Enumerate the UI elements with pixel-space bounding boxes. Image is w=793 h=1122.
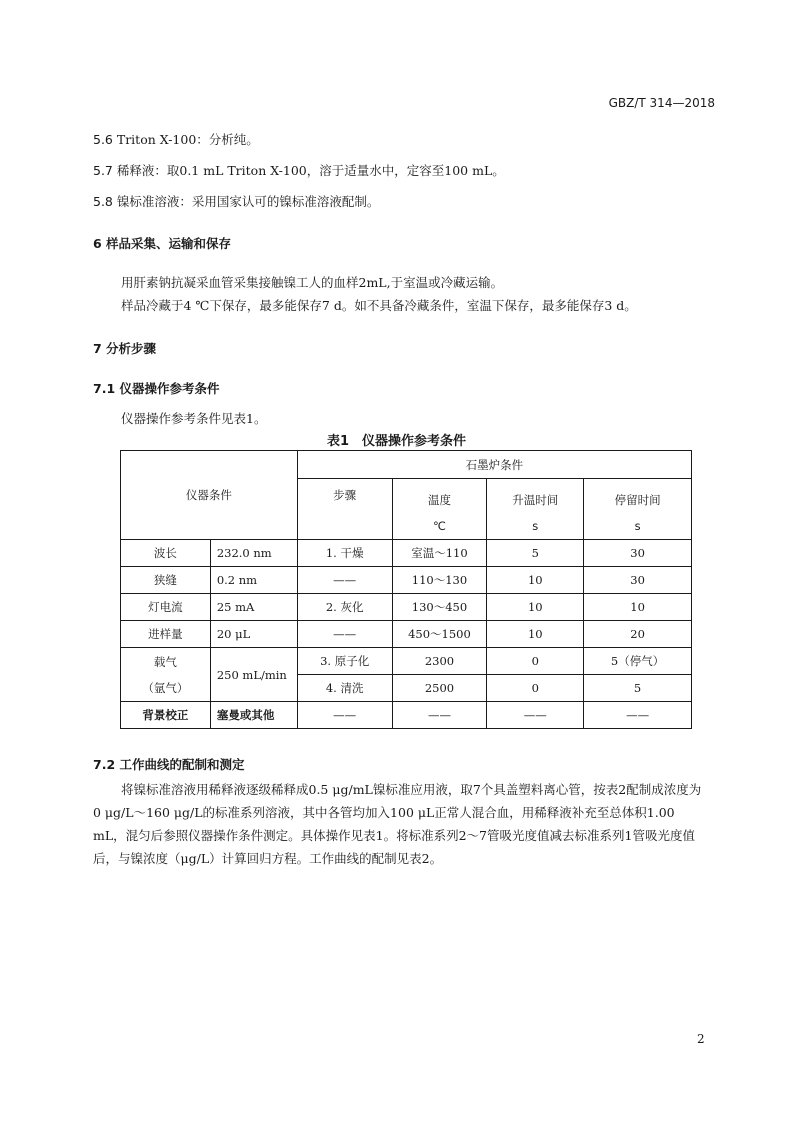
header-temp-label: 温度 — [427, 493, 451, 507]
carrier-label: 载气 — [153, 654, 177, 669]
section-6-heading: 6 样品采集、运输和保存 — [93, 236, 232, 251]
item-text: Triton X-100：分析纯。 — [112, 132, 259, 147]
item-5-7 — [93, 161, 505, 179]
cell-temp: —— — [392, 702, 487, 729]
cell-step: 4. 清洗 — [297, 675, 392, 702]
cell-param: 灯电流 — [121, 594, 211, 621]
cell-hold: —— — [584, 702, 692, 729]
header-ramp-label: 升温时间 — [512, 493, 559, 507]
section-7-1-heading: 7.1 仪器操作参考条件 — [93, 381, 220, 396]
table-row — [121, 648, 692, 675]
item-number: 5.8 — [93, 194, 113, 209]
cell-temp: 130～450 — [392, 594, 487, 621]
cell-ramp: —— — [487, 702, 584, 729]
header-instrument: 仪器条件 — [121, 451, 298, 540]
cell-ramp: 10 — [487, 567, 584, 594]
cell-step: 1. 干燥 — [297, 540, 392, 567]
carrier-label-sub: （氩气） — [142, 680, 189, 695]
cell-hold: 30 — [584, 567, 692, 594]
cell-temp: 450～1500 — [392, 621, 487, 648]
cell-param: 背景校正 — [121, 702, 211, 729]
instrument-conditions-table — [120, 450, 692, 729]
cell-hold: 5 — [584, 675, 692, 702]
cell-param: 进样量 — [121, 621, 211, 648]
header-temp — [392, 479, 487, 540]
cell-step: —— — [297, 702, 392, 729]
header-furnace: 石墨炉条件 — [297, 451, 691, 479]
header-ramp-unit: s — [532, 519, 539, 533]
cell-hold: 5（停气） — [584, 648, 692, 675]
standard-code: GBZ/T 314—2018 — [608, 96, 715, 110]
cell-param: 狭缝 — [121, 567, 211, 594]
cell-ramp: 5 — [487, 540, 584, 567]
cell-ramp: 0 — [487, 675, 584, 702]
table-row — [121, 702, 692, 729]
section-7-2-heading: 7.2 工作曲线的配制和测定 — [93, 757, 245, 772]
table-row — [121, 621, 692, 648]
cell-step: —— — [297, 567, 392, 594]
page-number: 2 — [697, 1032, 705, 1046]
cell-param-carrier — [121, 648, 211, 702]
header-temp-unit: ℃ — [433, 519, 446, 533]
cell-temp: 2500 — [392, 675, 487, 702]
cell-value: 232.0 nm — [210, 540, 297, 567]
table-row — [121, 540, 692, 567]
item-5-8 — [93, 192, 379, 210]
header-step: 步骤 — [297, 479, 392, 540]
cell-temp: 2300 — [392, 648, 487, 675]
cell-step: 2. 灰化 — [297, 594, 392, 621]
cell-value: 塞曼或其他 — [210, 702, 297, 729]
cell-value: 250 mL/min — [210, 648, 297, 702]
header-hold-label: 停留时间 — [614, 493, 661, 507]
section-7-2-text: 将镍标准溶液用稀释液逐级稀释成0.5 μg/mL镍标准应用液，取7个具盖塑料离心管，按表2配制成浓度为0 μg/L～160 μg/L的标准系列溶液，其中各管均加入100 μL正常人混合血，用稀释液补充至总体积1.00 mL，混匀后参照仪器操作条件测定。具体操作见表1。将标准系列2～7管吸光度值减去标准系列1管吸光度值后，与镍浓度（μg/L）计算回归方程。工作曲线的配制见表2。 — [93, 782, 702, 866]
cell-value: 20 μL — [210, 621, 297, 648]
section-6-para-1: 用肝素钠抗凝采血管采集接触镍工人的血样2mL,于室温或冷藏运输。 — [121, 275, 504, 290]
header-ramp — [487, 479, 584, 540]
cell-ramp: 10 — [487, 594, 584, 621]
section-7-1-text: 仪器操作参考条件见表1。 — [121, 411, 267, 426]
header-hold — [584, 479, 692, 540]
cell-value: 25 mA — [210, 594, 297, 621]
item-text: 镍标准溶液：采用国家认可的镍标准溶液配制。 — [112, 194, 380, 209]
item-text: 稀释液：取0.1 mL Triton X-100，溶于适量水中，定容至100 mL。 — [112, 163, 505, 178]
item-number: 5.7 — [93, 163, 113, 178]
cell-temp: 110～130 — [392, 567, 487, 594]
item-5-6 — [93, 130, 259, 148]
section-7-heading: 7 分析步骤 — [93, 341, 157, 356]
header-hold-unit: s — [634, 519, 641, 533]
cell-step: —— — [297, 621, 392, 648]
cell-value: 0.2 nm — [210, 567, 297, 594]
cell-hold: 20 — [584, 621, 692, 648]
cell-ramp: 10 — [487, 621, 584, 648]
item-number: 5.6 — [93, 132, 113, 147]
cell-hold: 30 — [584, 540, 692, 567]
table-title: 表1 仪器操作参考条件 — [326, 434, 467, 449]
cell-step: 3. 原子化 — [297, 648, 392, 675]
table-row — [121, 567, 692, 594]
table-row — [121, 594, 692, 621]
cell-hold: 10 — [584, 594, 692, 621]
cell-ramp: 0 — [487, 648, 584, 675]
section-6-para-2: 样品冷藏于4 ℃下保存，最多能保存7 d。如不具备冷藏条件，室温下保存，最多能保存3 d。 — [121, 298, 637, 313]
cell-temp: 室温～110 — [392, 540, 487, 567]
cell-param: 波长 — [121, 540, 211, 567]
